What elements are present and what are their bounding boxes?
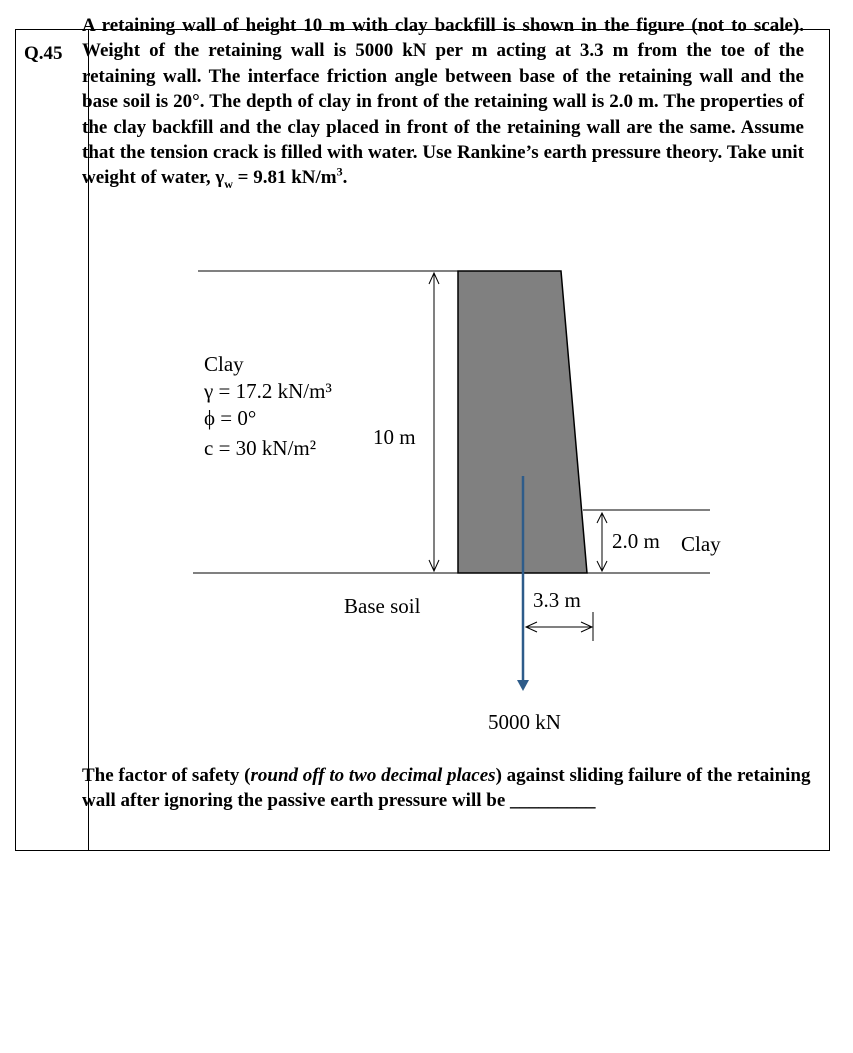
front-depth-label: 2.0 m: [612, 529, 660, 553]
question-body-part1: A retaining wall of height 10 m with clay backfill is shown in the figure (not to scale). Weight of the retaining wall is 5000 kN per m acting at 3.3 m from the toe of the retaining wall. The interface friction angle between base of the retaining wall and the base soil is 20°. The depth of clay in front of the retaining wall is 2.0 m. The properties of the clay backfill and the clay placed in front of the retaining wall are the same. Assume that the tension crack is filled with water. Use Rankine’s earth pressure theory. Take unit weight of water, γ: [82, 15, 804, 189]
backfill-gamma: γ = 17.2 kN/m³: [204, 379, 332, 403]
front-soil-label: Clay: [681, 532, 721, 556]
backfill-phi: ϕ = 0°: [204, 406, 257, 430]
question-prompt: [82, 763, 812, 813]
wall-height-label: 10 m: [373, 425, 416, 449]
base-soil-label: Base soil: [344, 594, 421, 618]
backfill-cohesion: c = 30 kN/m²: [204, 436, 317, 460]
prompt-lead: The factor of safety (: [82, 765, 251, 786]
load-offset-label: 3.3 m: [533, 588, 581, 612]
prompt-rest: ) against sliding failure of the retaining wall after ignoring the passive earth pressure will be _________: [82, 765, 811, 811]
prompt-italic: round off to two decimal places: [250, 765, 496, 786]
load-arrow-head: [517, 680, 529, 691]
question-body-end: .: [342, 167, 348, 189]
question-number: Q.45: [24, 43, 63, 64]
gamma-w-subscript: w: [224, 177, 233, 192]
question-body-part2: = 9.81 kN/m: [232, 167, 337, 189]
load-value-label: 5000 kN: [488, 710, 561, 734]
unit-superscript: 3: [336, 165, 343, 180]
backfill-title: Clay: [204, 352, 244, 376]
